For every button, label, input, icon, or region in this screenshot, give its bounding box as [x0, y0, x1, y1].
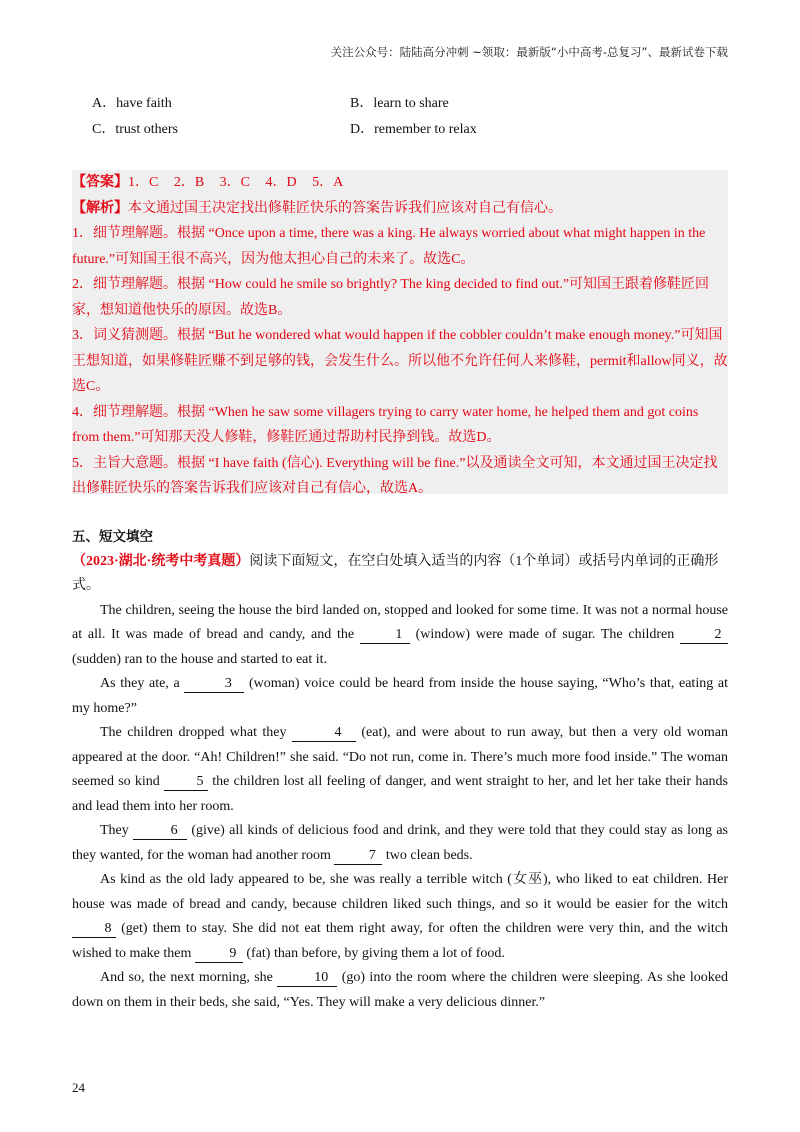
- text-run: And so, the next morning, she: [100, 970, 278, 985]
- analysis-item-5: 5．主旨大意题。根据 “I have faith (信心). Everything will be fine.”以及通读全文可知，本文通过国王决定找出修鞋匠快乐的答案告诉我们应该对自己有信心，故选A。: [72, 455, 718, 496]
- text-run: (give) all kinds of delicious food and drink, and they were told that they could stay as long as they wanted, for the woman had another room: [72, 823, 729, 863]
- option-a: A．have faith: [92, 96, 172, 111]
- section-title: 五、短文填空: [72, 529, 153, 545]
- text-run: The children dropped what they: [100, 725, 292, 740]
- paragraph-5: [72, 868, 728, 966]
- analysis-item-1: 1．细节理解题。根据 “Once upon a time, there was a king. He always worried about what might happen in the future.”可知国王很不高兴，因为他太担心自己的未来了。故选C。: [72, 226, 706, 267]
- text-run: the children lost all feeling of danger, and went straight to her, and let her take their hands and lead them into her room.: [72, 774, 728, 814]
- text-run: They: [100, 823, 134, 838]
- text-run: (eat), and were about to run away, but then a very old woman appeared at the door. “Ah! Children!” she said. “Do not run, come in. There’s much more food inside.” The woman seemed so kind: [72, 725, 728, 789]
- blank-2[interactable]: 2: [680, 626, 728, 644]
- analysis-tag: 【解析】: [72, 200, 128, 216]
- option-c: C．trust others: [92, 122, 178, 137]
- options-row-1: [92, 94, 732, 120]
- page-header: 关注公众号：陆陆高分冲刺 ~领取：最新版“小中高考-总复习”、最新试卷下载: [330, 45, 728, 59]
- options-row-2: [92, 120, 732, 146]
- paragraph-1: [72, 599, 728, 673]
- analysis-item-3: 3．词义猜测题。根据 “But he wondered what would happen if the cobbler couldn’t make enough money.”可知国王想知道，如果修鞋匠赚不到足够的钱，会发生什么。所以他不允许任何人来修鞋，permit和allow同义，故选C。: [72, 328, 728, 394]
- answer-line: [72, 170, 728, 196]
- text-run: (get) them to stay. She did not eat them right away, for often the children were very thin, and the witch wished to make them: [72, 921, 728, 961]
- page-number: 24: [72, 1080, 85, 1095]
- text-run: (sudden) ran to the house and started to eat it.: [72, 651, 328, 667]
- blank-4[interactable]: 4: [292, 724, 356, 742]
- text-run: The children, seeing the house the bird landed on, stopped and looked for some time. It was not a normal house at all. It was made of bread and candy, and the: [72, 602, 728, 642]
- option-d: D．remember to relax: [350, 122, 477, 137]
- analysis-line: [72, 196, 728, 222]
- blank-9[interactable]: 9: [195, 945, 243, 963]
- paragraph-2: [72, 672, 728, 721]
- answer-options: [92, 94, 732, 146]
- text-run: two clean beds.: [382, 847, 473, 863]
- blank-6[interactable]: 6: [133, 822, 187, 840]
- blank-8[interactable]: 8: [72, 920, 116, 938]
- analysis-item-2: 2．细节理解题。根据 “How could he smile so brightly? The king decided to find out.”可知国王跟着修鞋匠回家，想知道他快乐的原因。故选B。: [72, 277, 710, 318]
- text-run: (fat) than before, by giving them a lot of food.: [242, 945, 505, 961]
- paragraph-6: [72, 966, 728, 1015]
- blank-10[interactable]: 10: [277, 969, 337, 987]
- text-run: (go) into the room where the children were sleeping. As she looked down on them in their beds, she said, “Yes. They will make a very delicious dinner.”: [72, 970, 728, 1010]
- answer-tag: 【答案】: [72, 175, 128, 190]
- text-run: As kind as the old lady appeared to be, she was really a terrible witch (女巫), who liked to eat children. Her house was made of bread and candy, because children liked such things, and so it would be easier for the witch: [72, 872, 728, 912]
- blank-1[interactable]: 1: [360, 626, 410, 644]
- text-run: As they ate, a: [100, 676, 185, 691]
- text-run: (woman) voice could be heard from inside the house saying, “Who’s that, eating at my home?”: [72, 676, 728, 716]
- answer-text: 1．C 2．B 3．C 4．D 5．A: [128, 175, 344, 190]
- blank-3[interactable]: 3: [184, 675, 244, 693]
- text-run: (window) were made of sugar. The children: [409, 627, 680, 642]
- paragraph-3: [72, 721, 728, 819]
- cloze-section: [72, 525, 728, 1015]
- blank-7[interactable]: 7: [334, 847, 382, 865]
- section-instruction: 阅读下面短文，在空白处填入适当的内容（1个单词）或括号内单词的正确形式。: [72, 553, 719, 593]
- question-source: （2023·湖北·统考中考真题）: [72, 553, 250, 569]
- blank-5[interactable]: 5: [164, 773, 208, 791]
- paragraph-4: [72, 819, 728, 868]
- analysis-text: 本文通过国王决定找出修鞋匠快乐的答案告诉我们应该对自己有信心。: [128, 200, 562, 216]
- answer-analysis-box: [72, 170, 728, 494]
- analysis-item-4: 4．细节理解题。根据 “When he saw some villagers trying to carry water home, he helped them and got coins from them.”可知那天没人修鞋，修鞋匠通过帮助村民挣到钱。故选D。: [72, 404, 699, 445]
- section-instruction-line: [72, 550, 728, 599]
- option-b: B．learn to share: [350, 96, 449, 111]
